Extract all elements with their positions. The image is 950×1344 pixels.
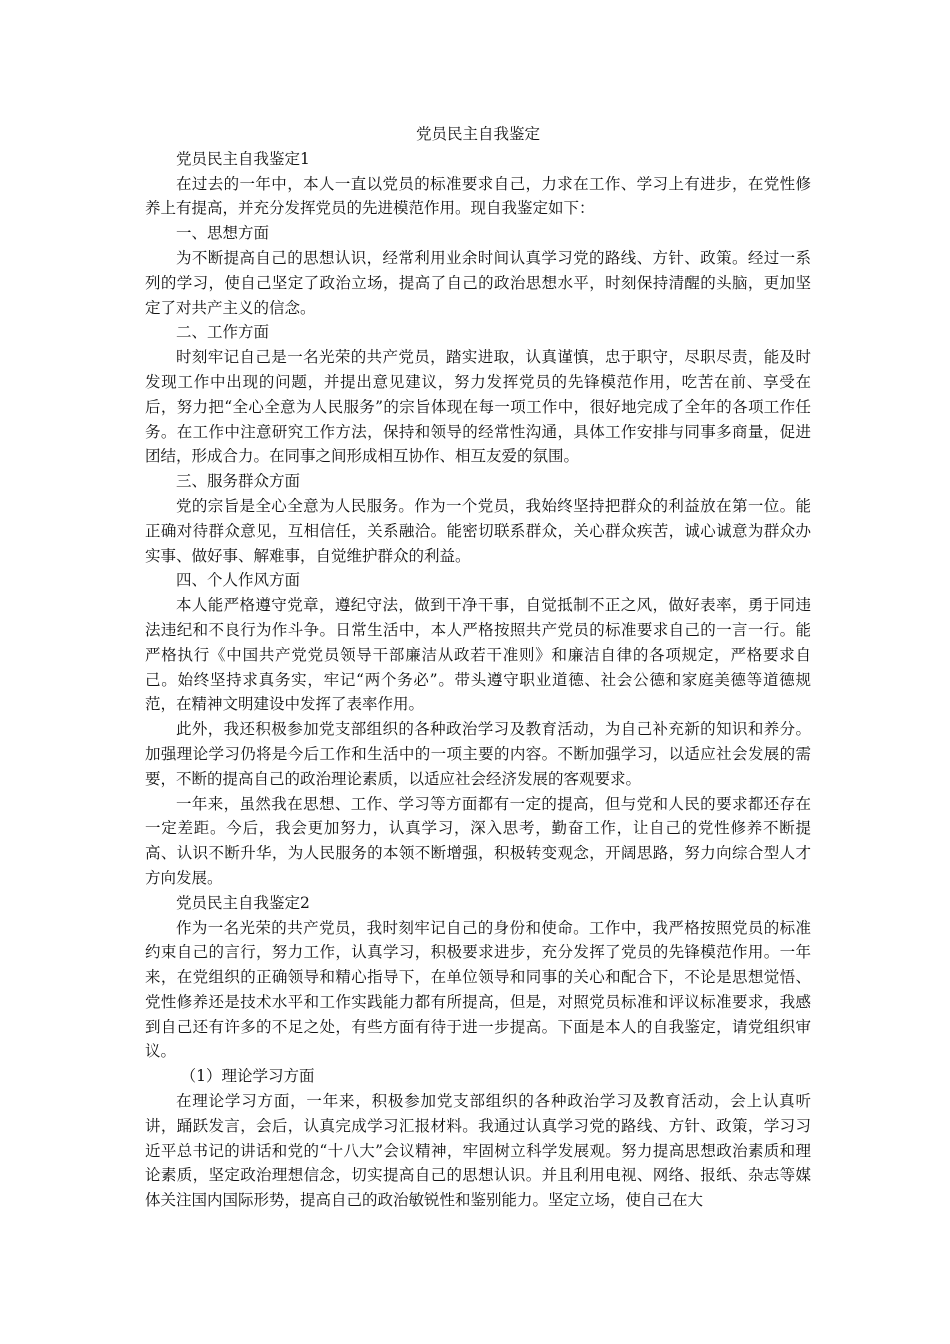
section-heading: 党员民主自我鉴定1 — [176, 149, 310, 168]
body-paragraph: 时刻牢记自己是一名光荣的共产党员，踏实进取，认真谨慎，忠于职守，尽职尽责，能及时发现工作中出现的问题，并提出意见建议，努力发挥党员的先锋模范作用，吃苦在前、享受在后，努力把“全心全意为人民服务”的宗旨体现在每一项工作中，很好地完成了全年的各项工作任务。在工作中注意研究工作方法，保持和领导的经常性沟通，具体工作安排与同事多商量，促进团结，形成合力。在同事之间形成相互协作、相互友爱的氛围。 — [145, 348, 811, 466]
section-heading: 二、工作方面 — [176, 323, 270, 342]
document-title: 党员民主自我鉴定 — [415, 125, 540, 143]
body-paragraph: 一年来，虽然我在思想、工作、学习等方面都有一定的提高，但与党和人民的要求都还存在一定差距。今后，我会更加努力，认真学习，深入思考，勤奋工作，让自己的党性修养不断提高、认识不断升华，为人民服务的本领不断增强，积极转变观念，开阔思路，努力向综合型人才方向发展。 — [145, 794, 811, 887]
body-paragraph: 党的宗旨是全心全意为人民服务。作为一个党员，我始终坚持把群众的利益放在第一位。能正确对待群众意见，互相信任，关系融洽。能密切联系群众，关心群众疾苦，诚心诚意为群众办实事、做好事、解难事，自觉维护群众的利益。 — [145, 496, 811, 565]
body-paragraph: 作为一名光荣的共产党员，我时刻牢记自己的身份和使命。工作中，我严格按照党员的标准约束自己的言行，努力工作，认真学习，积极要求进步，充分发挥了党员的先锋模范作用。一年来，在党组织的正确领导和精心指导下，在单位领导和同事的关心和配合下，不论是思想觉悟、党性修养还是技术水平和工作实践能力都有所提高，但是，对照党员标准和评议标准要求，我感到自己还有许多的不足之处，有些方面有待于进一步提高。下面是本人的自我鉴定，请党组织审议。 — [145, 918, 811, 1061]
body-paragraph: 在理论学习方面，一年来，积极参加党支部组织的各种政治学习及教育活动，会上认真听讲，踊跃发言，会后，认真完成学习汇报材料。我通过认真学习党的路线、方针、政策，学习习近平总书记的讲话和党的“十八大”会议精神，牢固树立科学发展观。努力提高思想政治素质和理论素质，坚定政治理想信念，切实提高自己的思想认识。并且利用电视、网络、报纸、杂志等媒体关注国内国际形势，提高自己的政治敏锐性和鉴别能力。坚定立场，使自己在大 — [145, 1092, 811, 1210]
body-paragraph: 在过去的一年中，本人一直以党员的标准要求自己，力求在工作、学习上有进步，在党性修养上有提高，并充分发挥党员的先进模范作用。现自我鉴定如下： — [145, 174, 811, 218]
subsection-heading: （1）理论学习方面 — [180, 1067, 315, 1086]
section-heading: 党员民主自我鉴定2 — [176, 893, 310, 912]
section-heading: 三、服务群众方面 — [176, 472, 301, 491]
section-heading: 四、个人作风方面 — [176, 571, 301, 590]
document-page — [145, 122, 811, 1213]
body-paragraph: 本人能严格遵守党章，遵纪守法，做到干净干事，自觉抵制不正之风，做好表率，勇于同违法违纪和不良行为作斗争。日常生活中，本人严格按照共产党员的标准要求自己的一言一行。能严格执行《中国共产党党员领导干部廉洁从政若干准则》和廉洁自律的各项规定，严格要求自己。始终坚持求真务实，牢记“两个务必”。带头遵守职业道德、社会公德和家庭美德等道德规范，在精神文明建设中发挥了表率作用。 — [145, 596, 811, 714]
body-paragraph: 为不断提高自己的思想认识，经常利用业余时间认真学习党的路线、方针、政策。经过一系列的学习，使自己坚定了政治立场，提高了自己的政治思想水平，时刻保持清醒的头脑，更加坚定了对共产主义的信念。 — [145, 248, 811, 317]
body-paragraph: 此外，我还积极参加党支部组织的各种政治学习及教育活动，为自己补充新的知识和养分。加强理论学习仍将是今后工作和生活中的一项主要的内容。不断加强学习，以适应社会发展的需要，不断的提高自己的政治理论素质，以适应社会经济发展的客观要求。 — [145, 720, 811, 788]
section-heading: 一、思想方面 — [176, 224, 270, 243]
